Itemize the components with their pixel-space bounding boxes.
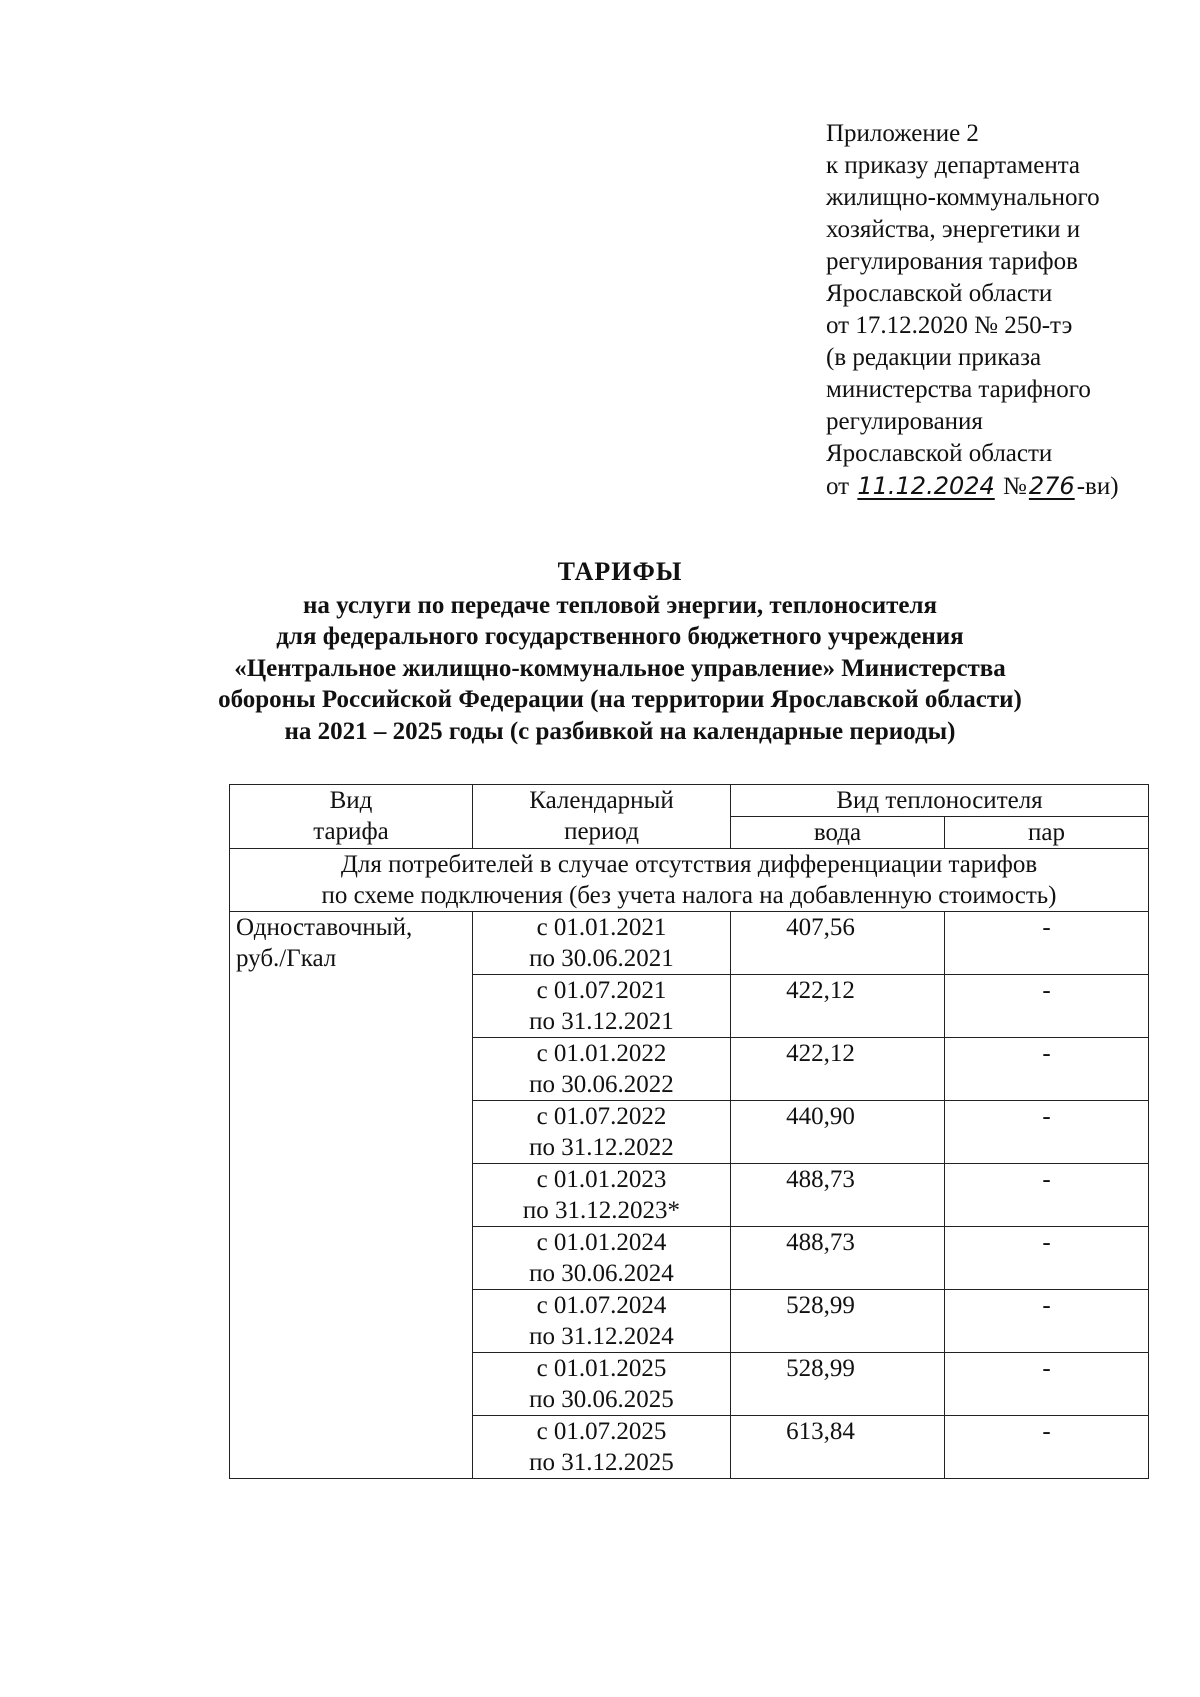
period-cell <box>473 912 731 975</box>
water-tariff-cell: 422,12 <box>731 975 945 1038</box>
steam-tariff-cell: - <box>945 975 1149 1038</box>
period-from: с 01.07.2024 <box>536 1292 667 1319</box>
period-from: с 01.01.2023 <box>536 1166 667 1193</box>
steam-tariff-cell: - <box>945 1353 1149 1416</box>
header-carrier: Вид теплоносителя <box>731 785 1149 817</box>
steam-tariff-cell: - <box>945 1101 1149 1164</box>
water-tariff-cell: 613,84 <box>731 1416 945 1479</box>
title-line: на 2021 – 2025 годы (с разбивкой на календарные периоды) <box>284 717 956 745</box>
title-line: «Центральное жилищно-коммунальное управление» Министерства <box>234 654 1006 682</box>
amendment-date: 11.12.2024 <box>857 472 995 500</box>
document-title: ТАРИФЫ <box>557 557 683 586</box>
appendix-line: (в редакции приказа <box>826 344 1042 371</box>
tariff-type-line: Одноставочный, <box>236 914 413 941</box>
appendix-line: Приложение 2 <box>826 120 979 147</box>
title-line: на услуги по передаче тепловой энергии, теплоносителя <box>302 591 938 619</box>
period-to: по 31.12.2022 <box>529 1134 674 1161</box>
appendix-line: регулирования тарифов <box>826 248 1078 275</box>
period-to: по 30.06.2021 <box>529 945 674 972</box>
period-from: с 01.01.2025 <box>536 1355 667 1382</box>
period-cell <box>473 1101 731 1164</box>
period-to: по 31.12.2021 <box>529 1008 674 1035</box>
header-tariff-type <box>230 785 473 849</box>
table-note-row <box>230 849 1149 912</box>
appendix-header <box>826 118 1166 503</box>
amendment-suffix: -ви) <box>1076 473 1119 500</box>
period-from: с 01.07.2021 <box>536 977 667 1004</box>
appendix-line: Ярославской области <box>826 280 1053 307</box>
period-from: с 01.07.2025 <box>536 1418 667 1445</box>
period-from: с 01.01.2021 <box>536 914 667 941</box>
period-to: по 31.12.2025 <box>529 1449 674 1476</box>
appendix-amendment-line <box>826 470 1166 503</box>
header-period-line: период <box>564 818 639 845</box>
water-tariff-cell: 407,56 <box>731 912 945 975</box>
period-to: по 30.06.2022 <box>529 1071 674 1098</box>
header-water: вода <box>731 817 945 849</box>
table-header-row <box>230 785 1149 817</box>
table-row <box>230 912 1149 975</box>
period-to: по 31.12.2024 <box>529 1323 674 1350</box>
period-cell <box>473 1164 731 1227</box>
period-from: с 01.07.2022 <box>536 1103 667 1130</box>
water-tariff-cell: 440,90 <box>731 1101 945 1164</box>
water-tariff-cell: 422,12 <box>731 1038 945 1101</box>
table-note <box>230 849 1149 912</box>
amendment-number: 276 <box>1028 472 1075 500</box>
appendix-line: регулирования <box>826 408 983 435</box>
header-tariff-type-line: Вид <box>329 787 373 814</box>
period-cell <box>473 1227 731 1290</box>
appendix-line: Ярославской области <box>826 440 1053 467</box>
tariff-type-line: руб./Гкал <box>236 945 337 972</box>
appendix-line: от 17.12.2020 № 250-тэ <box>826 312 1073 339</box>
water-tariff-cell: 528,99 <box>731 1353 945 1416</box>
period-from: с 01.01.2022 <box>536 1040 667 1067</box>
title-line: для федерального государственного бюджетного учреждения <box>276 623 964 650</box>
water-tariff-cell: 488,73 <box>731 1164 945 1227</box>
period-from: с 01.01.2024 <box>536 1229 667 1256</box>
header-tariff-type-line: тарифа <box>313 818 389 845</box>
amendment-prefix: от <box>826 473 850 500</box>
tariff-type-cell <box>230 912 473 1479</box>
period-cell <box>473 1416 731 1479</box>
tariffs-table <box>229 784 1149 1479</box>
appendix-line: хозяйства, энергетики и <box>826 216 1081 243</box>
steam-tariff-cell: - <box>945 1416 1149 1479</box>
title-line: обороны Российской Федерации (на территории Ярославской области) <box>218 686 1022 713</box>
steam-tariff-cell: - <box>945 1290 1149 1353</box>
steam-tariff-cell: - <box>945 1227 1149 1290</box>
steam-tariff-cell: - <box>945 912 1149 975</box>
period-cell <box>473 1038 731 1101</box>
appendix-line: министерства тарифного <box>826 376 1091 403</box>
appendix-line: жилищно-коммунального <box>826 184 1100 211</box>
period-to: по 30.06.2024 <box>529 1260 674 1287</box>
period-cell <box>473 1290 731 1353</box>
period-to: по 31.12.2023* <box>522 1197 681 1224</box>
appendix-line: к приказу департамента <box>826 152 1081 179</box>
amendment-number-sign: № <box>1003 473 1027 500</box>
header-period-line: Календарный <box>529 787 674 814</box>
period-cell <box>473 975 731 1038</box>
steam-tariff-cell: - <box>945 1038 1149 1101</box>
period-to: по 30.06.2025 <box>529 1386 674 1413</box>
header-period <box>473 785 731 849</box>
header-steam: пар <box>945 817 1149 849</box>
water-tariff-cell: 528,99 <box>731 1290 945 1353</box>
water-tariff-cell: 488,73 <box>731 1227 945 1290</box>
period-cell <box>473 1353 731 1416</box>
steam-tariff-cell: - <box>945 1164 1149 1227</box>
table-note-line: Для потребителей в случае отсутствия дифференциации тарифов <box>340 851 1038 878</box>
table-note-line: по схеме подключения (без учета налога на добавленную стоимость) <box>321 882 1057 909</box>
document-title-block <box>160 556 1080 747</box>
